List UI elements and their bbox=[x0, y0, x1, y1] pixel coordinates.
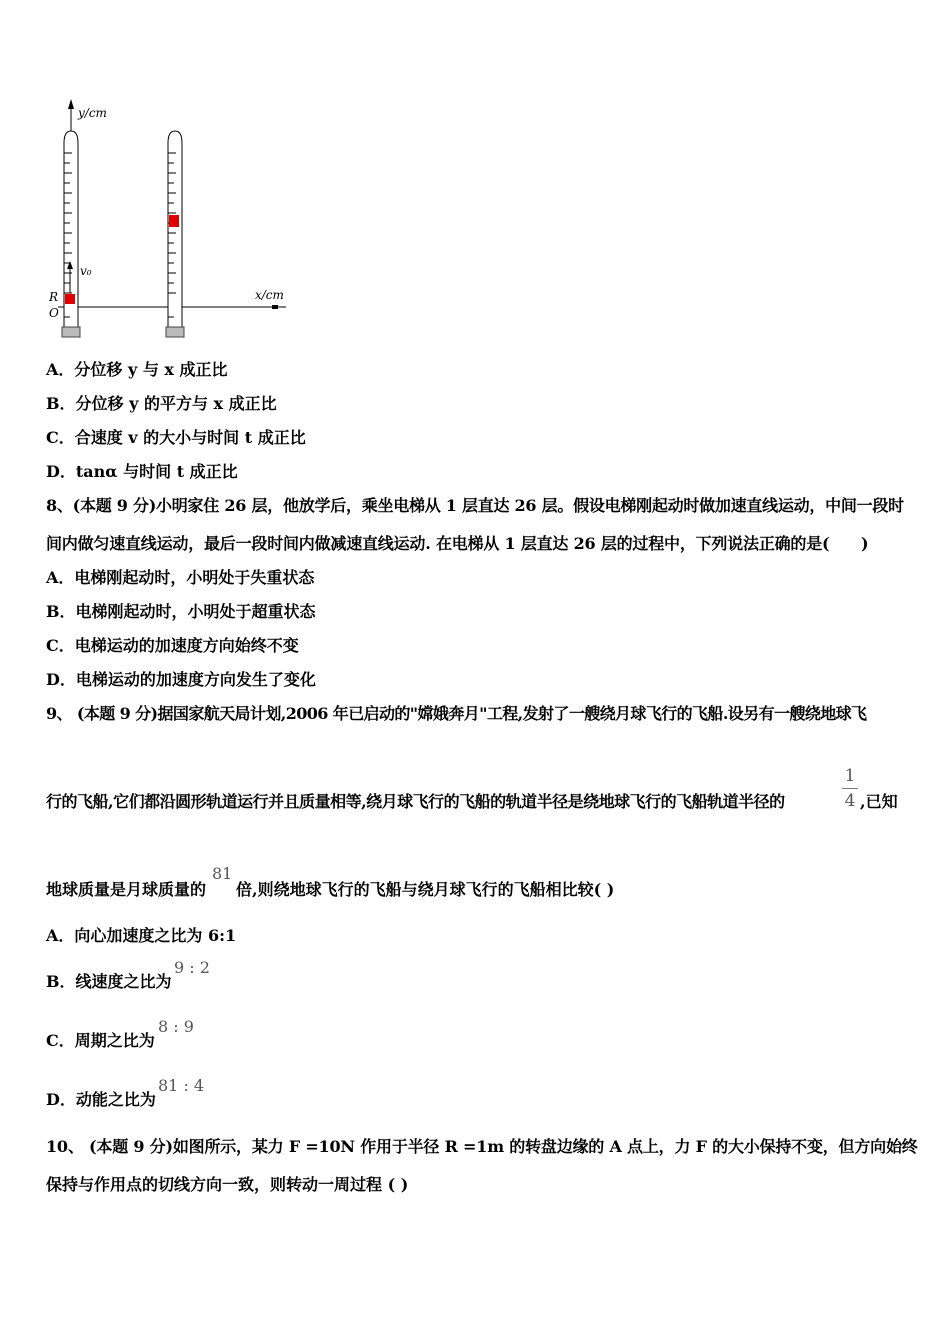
q9-option-c-value: 8 : 9 bbox=[158, 1017, 194, 1036]
q9-stem-line2 bbox=[46, 792, 785, 812]
q9-option-a: A．向心加速度之比为 6:1 bbox=[46, 926, 237, 945]
label-o: O bbox=[49, 306, 59, 320]
q9-option-d-value: 81 : 4 bbox=[158, 1076, 205, 1095]
q9-stem-line2-end: ,已知 bbox=[860, 792, 898, 811]
q9-option-d: D．动能之比为 bbox=[46, 1090, 156, 1109]
q10-stem-line2: 保持与作用点的切线方向一致，则转动一周过程 ( ) bbox=[46, 1175, 409, 1194]
q9-stem-line3-pre: 地球质量是月球质量的 bbox=[46, 880, 207, 899]
velocity-label: v₀ bbox=[80, 264, 92, 278]
y-axis-label: y/cm bbox=[78, 106, 107, 120]
q8-stem-line1: 8、(本题 9 分)小明家住 26 层，他放学后，乘坐电梯从 1 层直达 26 层。假设电梯刚起动时做加速直线运动，中间一段时 bbox=[46, 496, 904, 515]
q7-option-d: D．tanα 与时间 t 成正比 bbox=[46, 462, 238, 481]
red-block-end bbox=[169, 215, 179, 227]
q9-option-b-value: 9 : 2 bbox=[174, 958, 210, 977]
x-axis-label: x/cm bbox=[255, 288, 284, 302]
q8-option-a: A．电梯刚起动时，小明处于失重状态 bbox=[46, 568, 315, 587]
q9-stem-line2-text: 行的飞船,它们都沿圆形轨道运行并且质量相等,绕月球飞行的飞船的轨道半径是绕地球飞行的飞船轨道半径的 bbox=[46, 792, 785, 811]
q9-fraction-num: 1 bbox=[844, 766, 856, 786]
q8-stem-line2: 间内做匀速直线运动，最后一段时间内做减速直线运动. 在电梯从 1 层直达 26 层的过程中，下列说法正确的是( ) bbox=[46, 534, 869, 553]
q7-option-a: A．分位移 y 与 x 成正比 bbox=[46, 360, 228, 379]
q9-fraction bbox=[842, 766, 858, 811]
tube-figure bbox=[40, 95, 300, 345]
q9-option-b: B．线速度之比为 bbox=[46, 972, 172, 991]
q8-option-d: D．电梯运动的加速度方向发生了变化 bbox=[46, 670, 316, 689]
q9-fraction-den: 4 bbox=[844, 791, 856, 811]
q8-option-c: C．电梯运动的加速度方向始终不变 bbox=[46, 636, 299, 655]
q9-stem-line1: 9、 (本题 9 分)据国家航天局计划,2006 年已启动的"嫦娥奔月"工程,发射了一艘绕月球飞行的飞船.设另有一艘绕地球飞 bbox=[46, 704, 867, 723]
q8-option-b: B．电梯刚起动时，小明处于超重状态 bbox=[46, 602, 316, 621]
q9-option-c: C．周期之比为 bbox=[46, 1031, 155, 1050]
q7-option-c: C．合速度 v 的大小与时间 t 成正比 bbox=[46, 428, 306, 447]
q9-stem-line3-post: 倍,则绕地球飞行的飞船与绕月球飞行的飞船相比较( ) bbox=[236, 880, 615, 899]
q10-stem-line1: 10、 (本题 9 分)如图所示，某力 F =10N 作用于半径 R =1m 的转盘边缘的 A 点上，力 F 的大小保持不变，但方向始终 bbox=[46, 1137, 918, 1156]
red-block-start bbox=[65, 294, 75, 304]
label-r: R bbox=[49, 290, 59, 304]
q7-option-b: B．分位移 y 的平方与 x 成正比 bbox=[46, 394, 277, 413]
q9-mass-ratio: 81 bbox=[212, 864, 233, 883]
